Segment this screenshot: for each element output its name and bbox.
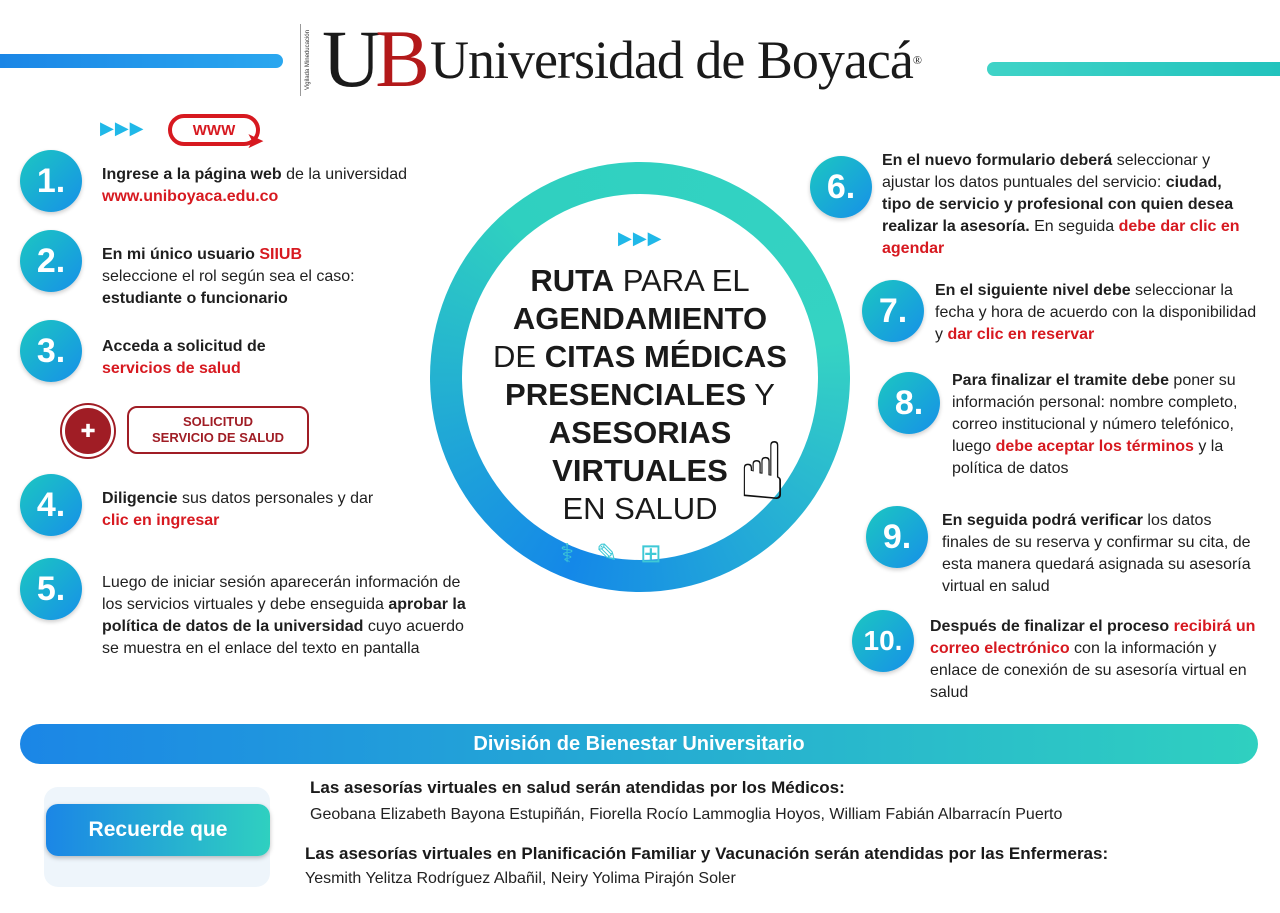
step-text-part: sus datos personales y dar bbox=[177, 490, 374, 507]
step-2-text bbox=[102, 244, 382, 310]
step-text-part: y la política de datos bbox=[952, 438, 1224, 477]
www-badge: WWW bbox=[168, 114, 260, 146]
header-left-bar bbox=[0, 54, 283, 68]
step-text-part: En el nuevo formulario deberá bbox=[882, 152, 1113, 169]
play-arrows-icon: ▶▶▶ bbox=[100, 118, 145, 138]
step-text-part: Ingrese a la página web bbox=[102, 166, 282, 183]
pointer-hand-icon: ☝ bbox=[738, 427, 787, 516]
logo-monogram: UB bbox=[322, 13, 424, 104]
logo-side-text: Vigilada Mineducación bbox=[300, 24, 315, 96]
logo-name: Universidad de Boyacá® bbox=[430, 30, 921, 90]
step-text-part: dar clic en reservar bbox=[947, 326, 1095, 343]
step-text-part: seleccionar la fecha y hora de acuerdo con la disponibilidad y bbox=[935, 282, 1257, 343]
step-text-part: aprobar la política de datos de la universidad bbox=[102, 596, 466, 635]
step-text-part: servicios de salud bbox=[102, 360, 241, 377]
step-text-part: seleccione el rol según sea el caso: bbox=[102, 268, 355, 285]
center-title: RUTA PARA EL AGENDAMIENTO DE CITAS MÉDICAS PRESENCIALES Y ASESORIAS VIRTUALES EN SALUD bbox=[493, 263, 787, 526]
step-text-part: estudiante o funcionario bbox=[102, 290, 288, 307]
step-text-part: clic en ingresar bbox=[102, 512, 220, 529]
step-text-part: En seguida podrá verificar bbox=[942, 512, 1143, 529]
step-text-part: recibirá un correo electrónico bbox=[930, 618, 1256, 657]
note-1-heading: Las asesorías virtuales en salud serán atendidas por los Médicos: bbox=[310, 778, 845, 797]
step-10-text bbox=[930, 616, 1260, 704]
step-7-text bbox=[935, 280, 1265, 346]
note-2-text: Yesmith Yelitza Rodríguez Albañil, Neiry Yolima Pirajón Soler bbox=[305, 870, 736, 887]
recuerde-button[interactable]: Recuerde que bbox=[46, 804, 270, 856]
step-3-text bbox=[102, 336, 302, 380]
step-text-part: de la universidad bbox=[281, 166, 408, 183]
solicitud-button[interactable] bbox=[127, 406, 309, 454]
step-9-number: 9. bbox=[866, 506, 928, 568]
step-text-part: En mi único usuario bbox=[102, 246, 260, 263]
step-text-part: seleccionar y ajustar los datos puntuales del servicio: bbox=[882, 152, 1211, 191]
step-4-text bbox=[102, 488, 382, 532]
step-9-text bbox=[942, 510, 1252, 598]
step-text-part: Para finalizar el tramite debe bbox=[952, 372, 1169, 389]
note-2-heading: Las asesorías virtuales en Planificación Familiar y Vacunación serán atendidas por las Enfermeras: bbox=[305, 844, 1109, 863]
cursor-icon: ➤ bbox=[246, 128, 265, 153]
step-text-part: cuyo acuerdo se muestra en el enlace del texto en pantalla bbox=[102, 618, 464, 657]
step-2-number: 2. bbox=[20, 230, 82, 292]
medkit-icon: ⊞ bbox=[639, 538, 684, 568]
step-1-text bbox=[102, 164, 422, 208]
step-4-number: 4. bbox=[20, 474, 82, 536]
step-text-part: los datos finales de su reserva y confirmar su cita, de esta manera quedará asignada su asesoría virtual en salud bbox=[942, 512, 1251, 595]
note-1-text: Geobana Elizabeth Bayona Estupiñán, Fiorella Rocío Lammoglia Hoyos, William Fabián Albarracín Puerto bbox=[310, 806, 1063, 823]
step-3-number: 3. bbox=[20, 320, 82, 382]
play-arrows-icon: ▶▶▶ bbox=[618, 228, 663, 248]
first-aid-icon: ✚ bbox=[62, 405, 114, 457]
medical-icons bbox=[560, 538, 684, 569]
step-8-number: 8. bbox=[878, 372, 940, 434]
step-text-part: En el siguiente nivel debe bbox=[935, 282, 1131, 299]
step-text-part: En seguida bbox=[1029, 218, 1119, 235]
step-text-part: Después de finalizar el proceso bbox=[930, 618, 1174, 635]
syringe-icon: ✎ bbox=[596, 538, 640, 568]
step-5-number: 5. bbox=[20, 558, 82, 620]
step-6-text bbox=[882, 150, 1252, 260]
step-text-part: poner su información personal: nombre completo, correo institucional y número telefónico, luego bbox=[952, 372, 1238, 455]
step-8-text bbox=[952, 370, 1242, 480]
solicitud-line1: SOLICITUD bbox=[182, 414, 254, 429]
step-text-part: SIIUB bbox=[259, 246, 303, 263]
step-text-part: Diligencie bbox=[102, 490, 178, 507]
step-6-number: 6. bbox=[810, 156, 872, 218]
step-10-number: 10. bbox=[852, 610, 914, 672]
step-text-part: ciudad, tipo de servicio y profesional con quien desea realizar la asesoría. bbox=[882, 174, 1234, 235]
step-text-part: Luego de iniciar sesión aparecerán información de los servicios virtuales y debe enseguida bbox=[102, 574, 461, 613]
step-1-number: 1. bbox=[20, 150, 82, 212]
step-text-part: www.uniboyaca.edu.co bbox=[102, 188, 279, 205]
step-5-text bbox=[102, 572, 482, 660]
division-banner: División de Bienestar Universitario bbox=[20, 724, 1258, 764]
step-text-part: Acceda a solicitud de bbox=[102, 338, 266, 355]
step-7-number: 7. bbox=[862, 280, 924, 342]
step-text-part: con la información y enlace de conexión de su asesoría virtual en salud bbox=[930, 640, 1247, 701]
step-text-part: debe aceptar los términos bbox=[995, 438, 1194, 455]
step-text-part: debe dar clic en agendar bbox=[882, 218, 1240, 257]
stethoscope-icon: ⚕ bbox=[560, 538, 597, 568]
solicitud-line2: SERVICIO DE SALUD bbox=[152, 430, 284, 445]
header-right-bar bbox=[987, 62, 1280, 76]
